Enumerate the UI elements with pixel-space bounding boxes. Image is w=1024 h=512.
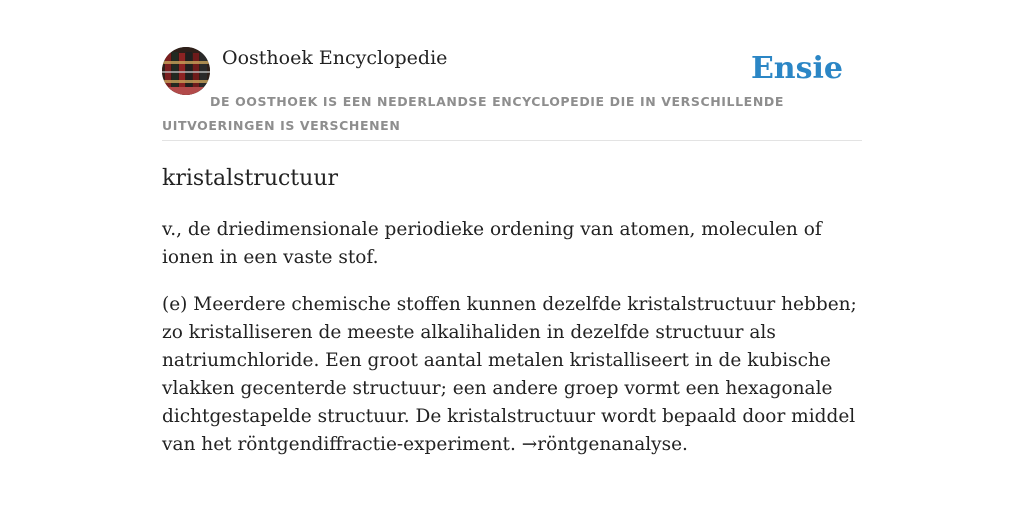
definition-paragraph [162, 291, 862, 459]
entry-card [162, 46, 862, 455]
definition-text-end: . [682, 434, 688, 455]
source-tagline: DE OOSTHOEK IS EEN NEDERLANDSE ENCYCLOPEDIE DIE IN VERSCHILLENDE UITVOERINGEN IS VERSCHENEN [162, 94, 784, 133]
encyclopedia-books-icon [162, 47, 210, 95]
source-avatar[interactable] [162, 47, 210, 95]
definition-paragraph: v., de driedimensionale periodieke ordening van atomen, moleculen of ionen in een vaste stof. [162, 219, 822, 268]
definition-text: (e) Meerdere chemische stoffen kunnen dezelfde kristalstructuur hebben; zo kristalliseren de meeste alkalihaliden in dezelfde structuur als natriumchloride. Een groot aantal metalen kristalliseert in de kubische vlakken gecenterde structuur; een andere groep vormt een hexagonale dichtgestapelde structuur. De kristalstructuur wordt bepaald door middel van het röntgendiffractie-experiment. [162, 294, 857, 455]
cross-reference-link[interactable]: →röntgenanalyse [521, 434, 683, 455]
entry-definition [162, 216, 862, 478]
entry-term: kristalstructuur [162, 166, 338, 191]
brand-logo[interactable]: Ensie [750, 51, 843, 86]
source-header [162, 46, 862, 141]
source-title[interactable]: Oosthoek Encyclopedie [222, 47, 448, 69]
